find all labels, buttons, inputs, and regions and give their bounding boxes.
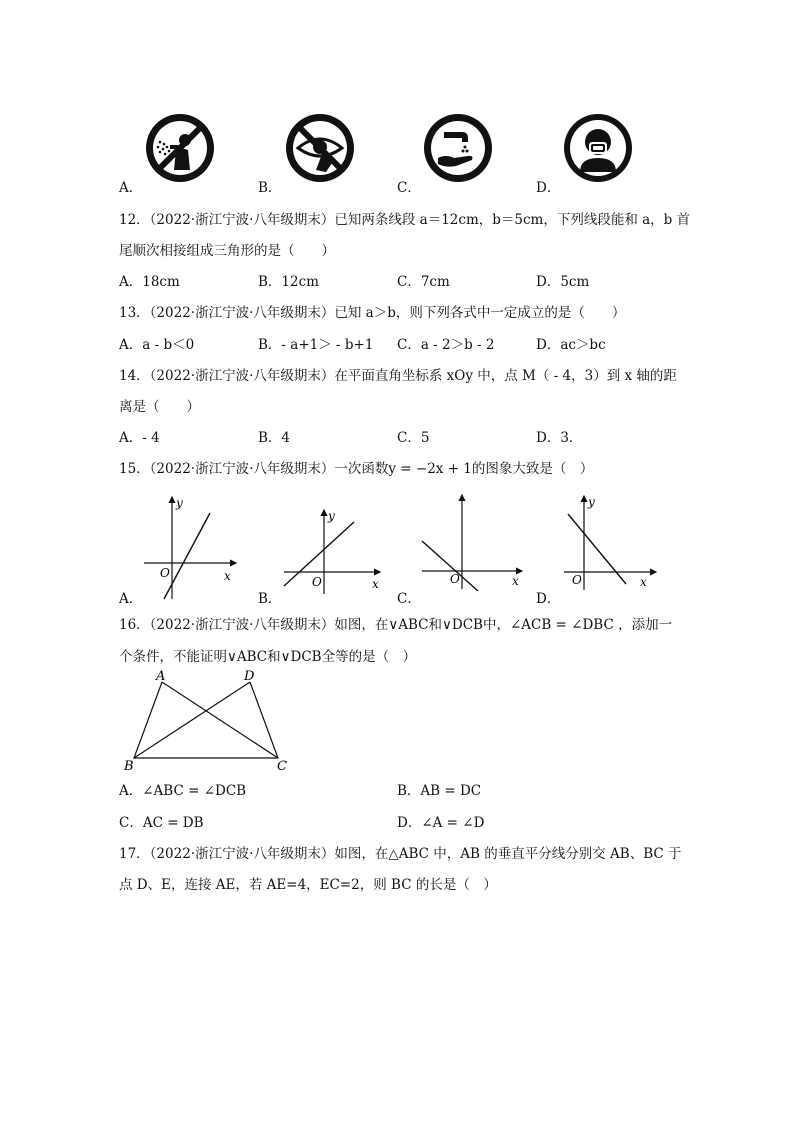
q14-option-b[interactable]: B．4 [258,430,291,446]
no-peeking-icon [286,114,354,182]
q15-c-origin: O [450,572,460,586]
q14-stem-line2: 离是（ ） [119,399,200,415]
q15-b-x-label: x [372,577,379,591]
q12-option-b[interactable]: B．12cm [258,274,319,290]
q12-option-c[interactable]: C．7cm [397,274,450,290]
q15-option-c[interactable]: C． [397,591,421,607]
q15-b-y-label: y [328,509,335,523]
q16-trapezoid-figure [120,668,295,774]
q11-option-b[interactable]: B． [258,180,282,196]
q13-option-a[interactable]: A．a - b＜0 [119,337,195,353]
q15-a-x-label: x [224,569,231,583]
q11-option-a[interactable]: A． [119,180,143,196]
q15-graph-c [418,491,528,591]
q17-stem-line2: 点 D、E，连接 AE，若 AE=4，EC=2，则 BC 的长是（ ） [119,877,497,893]
face-mask-icon [564,114,632,182]
q17-stem-line1: 17．（2022·浙江宁波·八年级期末）如图，在△ABC 中，AB 的垂直平分线分别交 AB、BC 于 [119,846,682,862]
q16-option-c[interactable]: C．AC = DB [119,815,204,831]
q16-vertex-b: B [124,759,134,774]
q15-b-origin: O [312,575,322,589]
q15-c-x-label: x [512,574,519,588]
q13-option-b[interactable]: B．- a+1＞ - b+1 [258,337,374,353]
q11-option-d[interactable]: D． [536,180,561,196]
no-spraying-icon [146,114,214,182]
q16-option-a[interactable]: A．∠ABC = ∠DCB [119,783,247,799]
q15-option-b[interactable]: B． [258,591,282,607]
q12-option-a[interactable]: A．18cm [119,274,180,290]
q14-option-a[interactable]: A．- 4 [119,430,160,446]
q16-stem-line1: 16．（2022·浙江宁波·八年级期末）如图，在∨ABC和∨DCB中，∠ACB = ∠DBC ，添加一 [119,617,673,633]
q13-option-c[interactable]: C．a - 2＞b - 2 [397,337,495,353]
q16-option-d[interactable]: D．∠A = ∠D [397,815,485,831]
q11-option-c[interactable]: C． [397,180,421,196]
q14-option-d[interactable]: D．3． [536,430,583,446]
hand-washing-icon [424,114,492,182]
q16-vertex-c: C [277,759,287,774]
q14-stem-line1: 14．（2022·浙江宁波·八年级期末）在平面直角坐标系 xOy 中，点 M（ - 4，3）到 x 轴的距 [119,368,677,384]
q16-option-b[interactable]: B．AB = DC [397,783,482,799]
q15-a-origin: O [160,566,170,580]
q16-vertex-d: D [244,669,255,684]
q12-stem-line1: 12．（2022·浙江宁波·八年级期末）已知两条线段 a＝12cm，b＝5cm，下列线段能和 a，b 首 [119,212,691,228]
q13-option-d[interactable]: D．ac＞bc [536,337,606,353]
q15-graph-a [140,493,240,601]
q14-option-c[interactable]: C．5 [397,430,430,446]
q12-option-d[interactable]: D．5cm [536,274,590,290]
q15-option-d[interactable]: D． [536,591,561,607]
q15-d-y-label: y [588,495,595,509]
q16-vertex-a: A [156,669,166,684]
q16-stem-line2: 个条件，不能证明∨ABC和∨DCB全等的是（ ） [119,649,417,665]
q12-stem-line2: 尾顺次相接组成三角形的是（ ） [119,243,335,259]
q15-stem-line1: 15．（2022·浙江宁波·八年级期末）一次函数y = −2x + 1的图象大致是（ ） [119,461,594,477]
q15-d-origin: O [572,573,582,587]
q15-graph-d [560,492,660,592]
q15-d-x-label: x [640,575,647,589]
q13-stem-line1: 13．（2022·浙江宁波·八年级期末）已知 a＞b，则下列各式中一定成立的是（ ） [119,305,626,321]
q15-graph-b [280,506,385,596]
q15-a-y-label: y [176,496,183,510]
q15-option-a[interactable]: A． [119,591,143,607]
